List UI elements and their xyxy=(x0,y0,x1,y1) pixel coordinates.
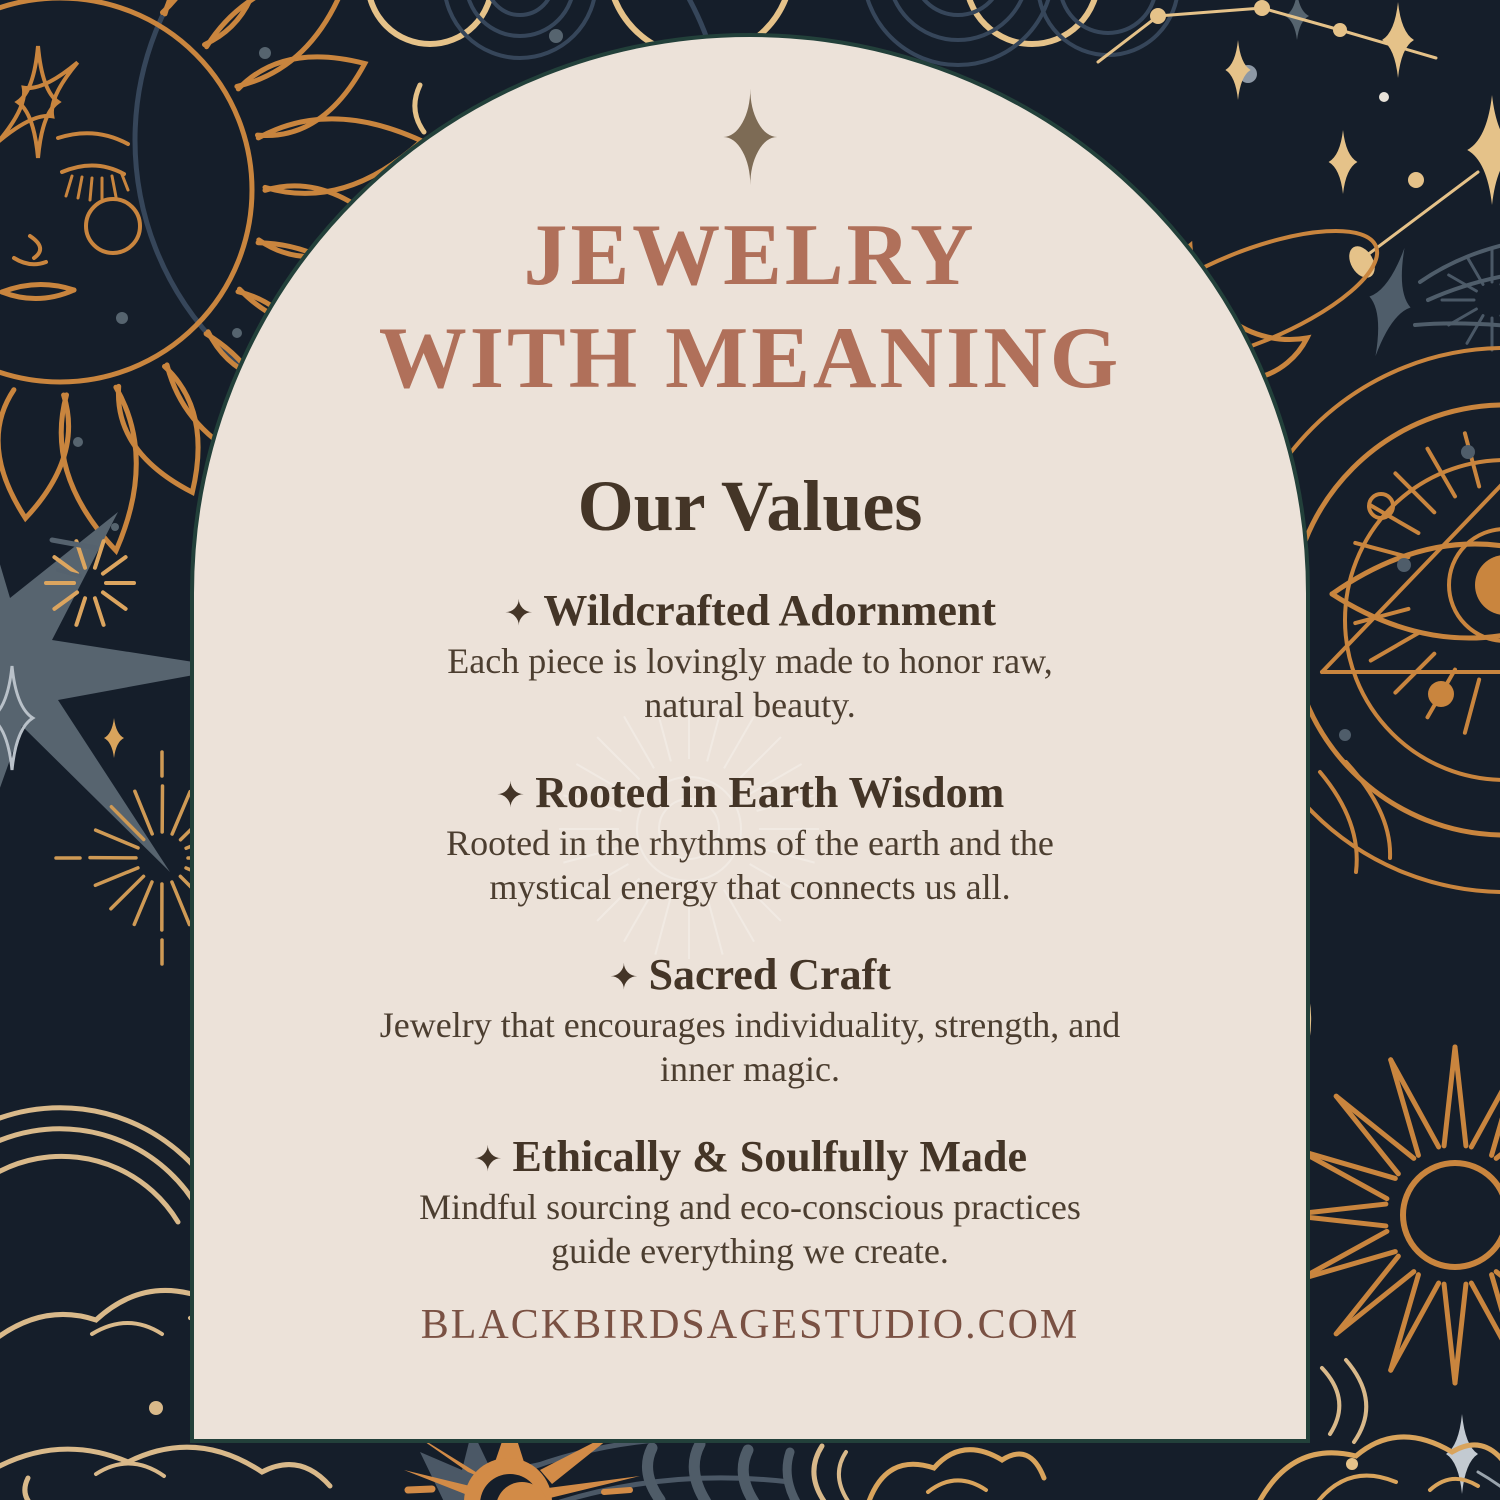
value-body-line: mystical energy that connects us all. xyxy=(489,866,1011,907)
sparkle-bullet-icon: ✦ xyxy=(472,1138,503,1180)
arch-content xyxy=(194,37,1306,1439)
value-title-text: Ethically & Soulfully Made xyxy=(512,1131,1028,1181)
value-item-ethical xyxy=(194,1128,1306,1274)
value-title xyxy=(194,946,1306,1004)
sun-wheel-illustration xyxy=(1287,1047,1500,1500)
value-title-text: Sacred Craft xyxy=(648,949,891,999)
value-body-line: Rooted in the rhythms of the earth and the xyxy=(446,822,1054,863)
poster-title xyxy=(194,205,1306,411)
value-item-sacred xyxy=(194,946,1306,1092)
values-heading: Our Values xyxy=(577,465,923,546)
value-body-line: natural beauty. xyxy=(644,684,856,725)
sparkle-icon: ✦ xyxy=(720,66,780,215)
sparkle-bullet-icon: ✦ xyxy=(495,774,526,816)
value-title xyxy=(194,1128,1306,1186)
value-item-wildcrafted xyxy=(194,582,1306,728)
value-title xyxy=(194,764,1306,822)
value-title-text: Rooted in Earth Wisdom xyxy=(535,767,1005,817)
sparkle-bullet-icon: ✦ xyxy=(609,956,639,998)
value-body-line: Each piece is lovingly made to honor raw, xyxy=(447,640,1053,681)
value-body-line: Jewelry that encourages individuality, strength, and xyxy=(379,1004,1121,1045)
value-title-text: Wildcrafted Adornment xyxy=(543,585,997,635)
website-text: BLACKBIRDSAGESTUDIO.COM xyxy=(420,1302,1080,1348)
value-title xyxy=(194,582,1306,640)
value-body-line: guide everything we create. xyxy=(551,1230,949,1271)
value-body-line: Mindful sourcing and eco-conscious practices xyxy=(419,1186,1081,1227)
arch-panel xyxy=(190,33,1310,1443)
sparkle-bullet-icon: ✦ xyxy=(503,592,534,634)
title-line-1: JEWELRY xyxy=(523,207,977,304)
title-line-2: WITH MEANING xyxy=(378,309,1122,407)
values-list xyxy=(194,582,1306,1274)
value-body-line: inner magic. xyxy=(660,1048,840,1089)
value-item-rooted xyxy=(194,764,1306,910)
